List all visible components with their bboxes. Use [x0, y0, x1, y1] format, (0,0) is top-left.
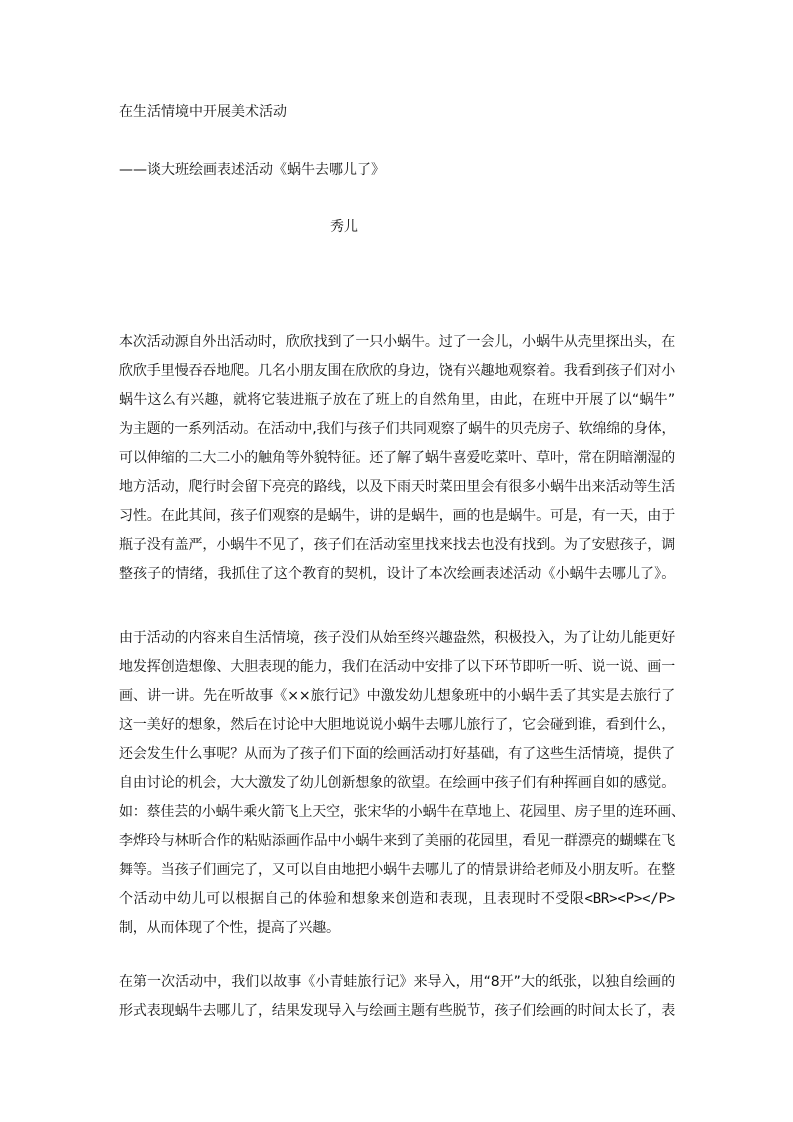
paragraph-line: 画、讲一讲。先在听故事《××旅行记》中激发幼儿想象班中的小蜗牛丢了其实是去旅行了: [119, 688, 675, 704]
paragraph-line: 舞等。当孩子们画完了，又可以自由地把小蜗牛去哪儿了的情景讲给老师及小朋友听。在整: [119, 862, 675, 878]
paragraph-line: 地方活动，爬行时会留下亮亮的路线，以及下雨天时菜田里会有很多小蜗牛出来活动等生活: [119, 479, 675, 495]
paragraph-line: 地发挥创造想像、大胆表现的能力，我们在活动中安排了以下环节即听一听、说一说、画一: [119, 659, 675, 675]
paragraph-line: 在第一次活动中，我们以故事《小青蛙旅行记》来导入，用“8开”大的纸张，以独自绘画的: [119, 974, 675, 990]
paragraph-line: 可以伸缩的二大二小的触角等外貌特征。还了解了蜗牛喜爱吃菜叶、草叶，常在阴暗潮湿的: [119, 450, 675, 466]
paragraph-line: 形式表现蜗牛去哪儿了，结果发现导入与绘画主题有些脱节，孩子们绘画的时间太长了，表: [119, 1003, 675, 1019]
paragraph-line: 瓶子没有盖严，小蜗牛不见了，孩子们在活动室里找来找去也没有找到。为了安慰孩子，调: [119, 537, 675, 553]
author-name: 秀儿: [330, 219, 358, 235]
paragraph-process: [119, 624, 685, 943]
paragraph-line: 由于活动的内容来自生活情境，孩子没们从始至终兴趣盎然，积极投入，为了让幼儿能更好: [119, 630, 675, 646]
paragraph-line: 蜗牛这么有兴趣，就将它装进瓶子放在了班上的自然角里，由此，在班中开展了以“蜗牛”: [119, 392, 675, 408]
paragraph-line: 整孩子的情绪，我抓住了这个教育的契机，设计了本次绘画表述活动《小蜗牛去哪儿了》。: [119, 566, 675, 582]
article-subtitle: ——谈大班绘画表述活动《蜗牛去哪儿了》: [119, 162, 385, 178]
paragraph-line: 欣欣手里慢吞吞地爬。几名小朋友围在欣欣的身边，饶有兴趣地观察着。我看到孩子们对小: [119, 363, 675, 379]
paragraph-line: 习性。在此其间，孩子们观察的是蜗牛，讲的是蜗牛，画的也是蜗牛。可是，有一天，由于: [119, 508, 675, 524]
article-title: 在生活情境中开展美术活动: [119, 104, 287, 120]
paragraph-line: 制，从而体现了个性，提高了兴趣。: [119, 920, 340, 936]
paragraph-line: 为主题的一系列活动。在活动中,我们与孩子们共同观察了蜗牛的贝壳房子、软绵绵的身体，: [119, 421, 676, 437]
paragraph-line: 这一美好的想象，然后在讨论中大胆地说说小蜗牛去哪儿旅行了，它会碰到谁，看到什么，: [119, 717, 675, 733]
paragraph-line-text: 个活动中幼儿可以根据自己的体验和想象来创造和表现，且表现时不受限: [119, 891, 585, 907]
paragraph-line-with-code: [119, 885, 675, 914]
html-code-fragment: <BR><P></P>: [584, 891, 675, 907]
paragraph-line: 如：蔡佳芸的小蜗牛乘火箭飞上天空，张宋华的小蜗牛在草地上、花园里、房子里的连环画、: [119, 804, 685, 820]
paragraph-line: 自由讨论的机会，大大激发了幼儿创新想象的欲望。在绘画中孩子们有种挥画自如的感觉。: [119, 775, 675, 791]
paragraph-line: 本次活动源自外出活动时，欣欣找到了一只小蜗牛。过了一会儿，小蜗牛从壳里探出头，在: [119, 334, 675, 350]
paragraph-line: 还会发生什么事呢？从而为了孩子们下面的绘画活动打好基础，有了这些生活情境，提供了: [119, 746, 675, 762]
paragraph-line: 李烨玲与林昕合作的粘贴添画作品中小蜗牛来到了美丽的花园里，看见一群漂亮的蝴蝶在飞: [119, 833, 675, 849]
paragraph-first-attempt: [119, 968, 675, 1026]
paragraph-origin: [119, 328, 675, 589]
